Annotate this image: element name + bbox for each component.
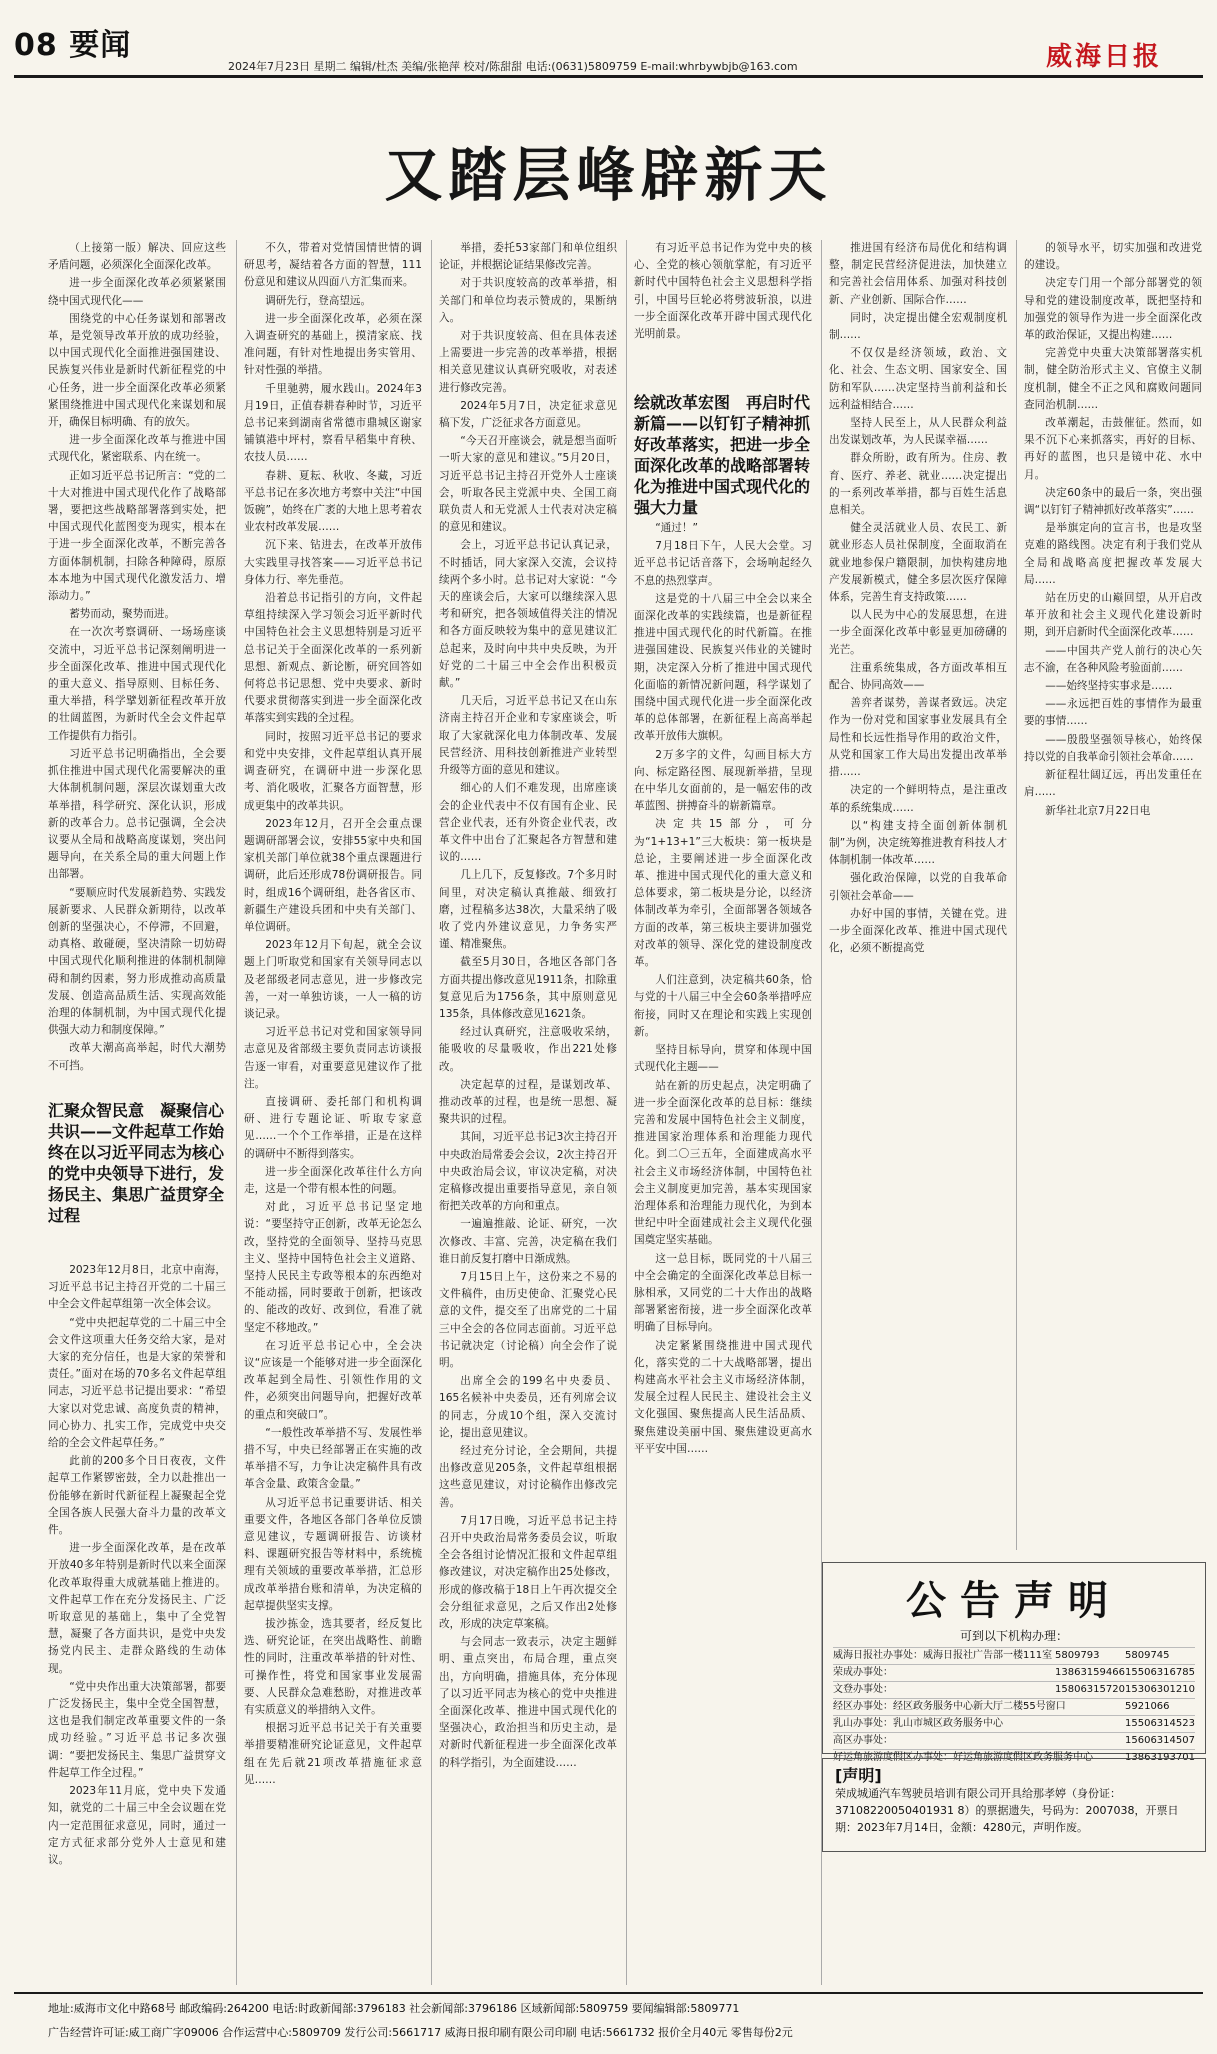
notice-row: [833, 1698, 1195, 1715]
page-number: 08 要闻: [14, 28, 132, 63]
footer-line-2: 广告经营许可证:威工商广字09006 合作运营中心:5809709 发行公司:5661717 威海日报印刷有限公司印刷 电话:5661732 报价全月40元 零售每份2元: [48, 2026, 793, 2039]
notice-cell-name: 威海日报社办事处：威海日报社广告部一楼111室: [833, 1650, 1053, 1661]
paragraph: 调研先行，登高望远。: [265, 294, 372, 307]
notice-cell-name: 文登办事处：: [833, 1684, 893, 1695]
paragraph: 办好中国的事情，关键在党。进一步全面深化改革、推进中国式现代化，必须不断提高党: [829, 907, 1007, 955]
notice-cell-tel1: 13863159466: [1055, 1667, 1125, 1678]
paragraph: 围绕党的中心任务谋划和部署改革，是党领导改革开放的成功经验，以中国式现代化全面推进强国建设、民族复兴伟业是新时代新征程党的中心任务，进一步全面深化改革必须紧紧围绕推进中国式现代化来谋划和展开，确保目标明确、有的放矢。: [48, 312, 226, 429]
paragraph: 沉下来、钻进去，在改革开放伟大实践里寻找答案——习近平总书记身体力行、率先垂范。: [244, 539, 422, 586]
paragraph: 坚持人民至上，从人民群众利益出发谋划改革，为人民谋幸福……: [829, 417, 1007, 447]
paragraph: 习近平总书记对党和国家领导同志意见及省部级主要负责同志访谈报告逐一审看，对重要意见建议作了批注。: [244, 1026, 422, 1090]
notice-cell-name: 经区办事处：经区政务服务中心新大厅二楼55号窗口: [833, 1701, 1066, 1712]
paragraph: 蓄势而动，聚势而进。: [69, 608, 176, 621]
paragraph: 站在历史的山巅回望，从开启改革开放和社会主义现代化建设新时期，到开启新时代全面深化改革……: [1024, 592, 1202, 639]
declaration-title: [声明]: [835, 1766, 882, 1785]
notice-row: [833, 1664, 1195, 1681]
paragraph: ——始终坚持实事求是……: [1045, 680, 1173, 693]
notice-row: [833, 1681, 1195, 1698]
main-headline: 又踏层峰辟新天: [384, 141, 833, 209]
paragraph: 根据习近平总书记关于有关重要举措要精准研究论证意见，文件起草组在先后就21项改革措施征求意见……: [244, 1722, 422, 1786]
paragraph: 此前的200多个日日夜夜，文件起草工作紧锣密鼓，全力以赴推出一份能够在新时代新征程上凝聚起全党全国各族人民强大奋斗力量的改革文件。: [48, 1455, 226, 1537]
paragraph: 决定紧紧围绕推进中国式现代化，落实党的二十大战略部署，提出构建高水平社会主义市场经济体制，发展全过程人民民主、建设社会主义文化强国、聚焦提高人民生活品质、聚焦建设美丽中国、聚焦建设更高水平平安中国……: [634, 1339, 812, 1455]
subhead-1: 汇聚众智民意 凝聚信心共识——文件起草工作始终在以习近平同志为核心的党中央领导下进行，发扬民主、集思广益贯穿全过程: [48, 1101, 225, 1225]
paragraph: 7月15日上午，这份来之不易的文件稿件，由历史使命、汇聚党心民意的文件，提交至了出席党的二十届三中全会的各位同志面前。习近平总书记就决定（讨论稿）向全会作了说明。: [439, 1270, 617, 1369]
paragraph: 同时，按照习近平总书记的要求和党中央安排，文件起草组认真开展调查研究，在调研中进一步深化思考、消化吸收，汇聚各方面智慧，形成更集中的改革共识。: [244, 730, 422, 812]
footer-rule: [14, 1992, 1203, 1994]
paragraph: 正如习近平总书记所言：“党的二十大对推进中国式现代化作了战略部署，要把这些战略部署落到实处，把中国式现代化蓝图变为现实，根本在于进一步全面深化改革，不断完善各方面体制机制，扫除各种障碍，原原本本地为中国式现代化激发活力、增添动力。”: [48, 469, 226, 603]
paragraph: 与会同志一致表示，决定主题鲜明、重点突出，布局合理，重点突出，方向明确，措施具体，充分体现了以习近平同志为核心的党中央推进全面深化改革、推进中国式现代化的坚强决心，政治担当和历史主动，是对新时代新征程进一步全面深化改革的科学指引，为全面建设……: [439, 1636, 617, 1769]
paragraph: 决定的一个鲜明特点，是注重改革的系统集成……: [829, 784, 1007, 814]
paragraph: 从习近平总书记重要讲话、相关重要文件，各地区各部门各单位反馈意见建议，专题调研报告、访谈材料、课题研究报告等材料中，系统梳理有关领域的重要改革举措，汇总形成改革举措台账和清单，为决定稿的起草提供坚实支撑。: [244, 1496, 422, 1612]
paragraph: “通过！”: [655, 522, 698, 534]
paragraph: 对此，习近平总书记坚定地说：“要坚持守正创新，改革无论怎么改，坚持党的全面领导、坚持马克思主义、坚持中国特色社会主义道路、坚持人民民主专政等根本的东西绝对不能动摇，同时要敢于创新，把该改的、能改的改好、改到位，看准了就坚定不移地改。”: [244, 1201, 422, 1334]
header-info: 2024年7月23日 星期二 编辑/杜杰 美编/张艳萍 校对/陈甜甜 电话:(0631)5809759 E-mail:whrbywbjb@163.com: [228, 60, 798, 73]
paragraph: 进一步全面深化改革，必须在深入调查研究的基础上，摸清家底、找准问题，有针对性地提出务实管用、针对性强的举措。: [244, 312, 422, 377]
notice-table: [833, 1647, 1195, 1766]
paragraph: 细心的人们不难发现，出席座谈会的企业代表中不仅有国有企业、民营企业代表，还有外资企业代表，改革文件中出台了汇聚起各方智慧和建议的……: [439, 782, 617, 864]
paragraph: 几上几下，反复修改。7个多月时间里，对决定稿认真推敲、细致打磨，过程稿多达38次，大量采纳了吸收了党内外建议意见，力争务实严谨、精准聚焦。: [439, 869, 617, 951]
header-rule: [14, 75, 1203, 78]
paragraph: 其间，习近平总书记3次主持召开中央政治局常委会会议，2次主持召开中央政治局会议，审议决定稿，对决定稿修改提出重要指导意见，亲自领衔把关改革的方向和重点。: [439, 1131, 617, 1213]
paragraph: 改革大潮高高举起，时代大潮势不可挡。: [48, 1042, 226, 1072]
paragraph: 注重系统集成，各方面改革相互配合、协同高效——: [829, 661, 1007, 692]
notice-cell-tel1: [1055, 1716, 1125, 1732]
notice-row: [833, 1647, 1195, 1664]
column-separator: [431, 240, 432, 1985]
article-column-3: [439, 240, 617, 1985]
paragraph: 千里驰骋，履水践山。2024年3月19日，正值春耕春种时节，习近平总书记来到湖南省常德市鼎城区谢家铺镇港中坪村，察看早稻集中育秧、农技人员……: [244, 382, 422, 464]
paragraph: 决定共15部分，可分为“1+13+1”三大板块：第一板块是总论，主要阐述进一步全面深化改革、推进中国式现代化的重大意义和总体要求，第二板块是分论，以经济体制改革为牵引，全面部署各领域各方面的改革，第三板块主要讲加强党对改革的领导、深化党的建设制度改革。: [634, 818, 812, 969]
paragraph: ——永远把百姓的事情作为最重要的事情……: [1024, 698, 1202, 728]
paragraph: 推进国有经济布局优化和结构调整，制定民营经济促进法，加快建立和完善社会信用体系、加强对科技创新、产业创新、国际合作……: [829, 242, 1007, 306]
paragraph: 2万多字的文件，勾画目标大方向、标定路径图、展现新举措，呈现在中华儿女面前的，是一幅宏伟的改革蓝图、拼搏奋斗的崭新篇章。: [634, 748, 812, 813]
notice-cell-tel1: [1055, 1699, 1125, 1715]
paragraph: 完善党中央重大决策部署落实机制，健全防治形式主义、官僚主义制度机制，健全不正之风和腐败问题同查同治机制……: [1024, 347, 1202, 411]
paragraph: 直接调研、委托部门和机构调研、进行专题论证、听取专家意见……一个个工作举措，正是在这样的调研中不断得到落实。: [244, 1095, 422, 1160]
paragraph: 沿着总书记指引的方向，文件起草组持续深入学习领会习近平新时代中国特色社会主义思想特别是习近平总书记关于全面深化改革的一系列新思想、新观点、新论断，研究回答如何将总书记思想、党中央要求、新时代要求贯彻落实到进一步全面深化改革落实到实践的全过程。: [244, 592, 422, 725]
paragraph: 进一步全面深化改革必须紧紧围绕中国式现代化——: [48, 277, 226, 307]
paragraph: 人们注意到，决定稿共60条，恰与党的十八届三中全会60条举措呼应衔接，同时又在理论和实践上实现创新。: [634, 974, 812, 1038]
paragraph: 2023年12月，召开全会重点课题调研部署会议，安排55家中央和国家机关部门单位就38个重点课题进行调研，此后还形成78份调研报告。同时，组成16个调研组，赴各省区市、新疆生产建设兵团和中央有关部门、单位调研。: [244, 817, 422, 933]
paragraph: 经过充分讨论，全会期间，共提出修改意见205条，文件起草组根据这些意见建议，对讨论稿作出修改完善。: [439, 1445, 617, 1509]
paragraph: “一般性改革举措不写、发展性举措不写，中央已经部署正在实施的改革举措不写，力争让决定稿件具有改革含金量、政策含金量。”: [244, 1426, 422, 1491]
paragraph: 健全灵活就业人员、农民工、新就业形态人员社保制度，全面取消在就业地参保户籍限制，加快构建房地产发展新模式，健全多层次医疗保障体系，完善生育支持政策……: [829, 522, 1007, 604]
paragraph: ——殷殷坚强领导核心，始终保持以党的自我革命引领社会革命……: [1024, 733, 1202, 763]
notice-box: [822, 1562, 1206, 1763]
notice-cell-tel2: 5921066: [1125, 1701, 1170, 1712]
paragraph: 这是党的十八届三中全会以来全面深化改革的实践续篇，也是新征程推进中国式现代化的时代新篇。在推进强国建设、民族复兴伟业的关键时期，决定深入分析了推进中国式现代化面临的新情况新问题，科学谋划了围绕中国式现代化进一步全面深化改革的总体部署，在新征程上高高举起改革开放伟大旗帜。: [634, 592, 812, 743]
notice-cell-name: 乳山办事处：乳山市城区政务服务中心: [833, 1718, 1003, 1729]
column-separator: [236, 240, 237, 1985]
article-column-1b: [48, 1262, 226, 1982]
article-column-1: [48, 240, 226, 1072]
paragraph: 会上，习近平总书记认真记录，不时插话，同大家深入交流，会议持续两个多小时。总书记对大家说：“今天的座谈会后，大家可以继续深入思考和研究，把各领域值得关注的情况和各方面反映较为集中的意见建议汇总起来，及时向中共中央反映，为开好党的二十届三中全会作出积极贡献。”: [439, 539, 617, 690]
paragraph: 在习近平总书记心中，全会决议“应该是一个能够对进一步全面深化改革起到全局性、引领性作用的文件，必须突出问题导向，把握好改革的重点和突破口”。: [244, 1339, 422, 1421]
article-column-6: [1024, 240, 1202, 1550]
notice-cell-tel2: 15306301210: [1125, 1684, 1195, 1695]
paragraph: 习近平总书记明确指出，全会要抓住推进中国式现代化需要解决的重大体制机制问题，深层次谋划重大改革举措，科学研究、深化认识，形成新的改革合力。总书记强调，全会决议要从全局和战略高度谋划，突出问题导向，在关系全局的重大问题上作出部署。: [48, 747, 226, 881]
notice-cell-tel2: 5809745: [1125, 1650, 1170, 1661]
notice-cell-tel2: 15606314507: [1125, 1735, 1195, 1746]
paragraph: 对于共识度较高的改革举措，相关部门和单位均表示赞成的，果断纳入。: [439, 277, 617, 324]
paragraph: 强化政治保障，以党的自我革命引领社会革命——: [829, 872, 1007, 902]
paragraph: 这一总目标，既同党的十八届三中全会确定的全面深化改革总目标一脉相承，又同党的二十大作出的战略部署紧密衔接，进一步全面深化改革明确了目标导向。: [634, 1252, 812, 1334]
paragraph: “今天召开座谈会，就是想当面听一听大家的意见和建议。”5月20日，习近平总书记主持召开党外人士座谈会，听取各民主党派中央、全国工商联负责人和无党派人士代表对决定稿的意见和建议。: [439, 435, 617, 534]
notice-row: [833, 1715, 1195, 1732]
paragraph: 7月18日下午，人民大会堂。习近平总书记话音落下，会场响起经久不息的热烈掌声。: [634, 540, 812, 587]
notice-cell-tel1: 15806315720: [1055, 1684, 1125, 1695]
paragraph: 善弈者谋势，善谋者致远。决定作为一份对党和国家事业发展具有全局性和长远性指导作用的政治文件，从党和国家工作大局出发提出改革举措……: [829, 697, 1007, 779]
paragraph: 决定专门用一个部分部署党的领导和党的建设制度改革，既把坚持和加强党的领导作为进一步全面深化改革的政治保证，又提出构建……: [1024, 277, 1202, 342]
paragraph: 对于共识度较高、但在具体表述上需要进一步完善的改革举措，根据相关意见建议认真研究吸收，对表述进行修改完善。: [439, 330, 617, 394]
paragraph: “要顺应时代发展新趋势、实践发展新要求、人民群众新期待，以改革创新的坚强决心，不停滞，不回避，动真格、敢碰硬，坚决清除一切妨碍中国式现代化顺利推进的体制机制障碍和制约因素，努力形成推动高质量发展、创造高品质生活、实现高效能治理的体制机制，为中国式现代化提供强大动力和制度保障。”: [48, 886, 226, 1037]
paragraph: 站在新的历史起点，决定明确了进一步全面深化改革的总目标：继续完善和发展中国特色社会主义制度，推进国家治理体系和治理能力现代化。到二〇三五年，全面建成高水平社会主义市场经济体制，中国特色社会主义制度更加完善，基本实现国家治理体系和治理能力现代化，为到本世纪中叶全面建成社会主义现代化强国奠定坚实基础。: [634, 1079, 812, 1247]
paragraph: “党中央作出重大决策部署，都要广泛发扬民主，集中全党全国智慧，这也是我们制定改革重要文件的一条成功经验。”习近平总书记多次强调：“要把发扬民主、集思广益贯穿文件起草工作全过程。”: [48, 1680, 226, 1779]
footer-line-1: 地址:威海市文化中路68号 邮政编码:264200 电话:时政新闻部:3796183 社会新闻部:3796186 区域新闻部:5809759 要闻编辑部:5809771: [48, 2002, 740, 2015]
column-separator: [1016, 240, 1017, 1550]
declaration-box: [822, 1758, 1206, 1852]
paragraph: 进一步全面深化改革与推进中国式现代化，紧密联系、内在统一。: [48, 434, 226, 464]
paragraph: ——中国共产党人前行的决心矢志不渝，在各种风险考验面前……: [1024, 644, 1202, 674]
paragraph: 7月17日晚，习近平总书记主持召开中央政治局常务委员会议，听取全会各组讨论情况汇报和文件起草组修改建议，对决定稿作出25处修改，形成的修改稿于18日上午再次提交全会分组征求意见，之后又作出2处修改，形成的决定草案稿。: [439, 1514, 617, 1631]
notice-cell-tel2: 15506316785: [1125, 1667, 1195, 1678]
paragraph: 拔沙拣金，选其要者，经反复比选、研究论证，在突出战略性、前瞻性的同时，注重改革举措的针对性、可操作性，将党和国家事业发展需要、人民群众急难愁盼，对推进改革有实质意义的举措纳入文件。: [244, 1618, 422, 1717]
paragraph: 决定起草的过程，是谋划改革、推动改革的过程，也是统一思想、凝聚共识的过程。: [439, 1078, 617, 1126]
paragraph: 在一次次考察调研、一场场座谈交流中，习近平总书记深刻阐明进一步全面深化改革、推进中国式现代化的重大意义、指导原则、目标任务、重大举措，科学擘划新征程改革开放的壮阔蓝图，为新时代全会文件起草工作提供有力指引。: [48, 626, 226, 742]
paragraph: 2023年12月下旬起，就全会议题上门听取党和国家有关领导同志以及老部级老同志意见，进一步修改完善，一对一单独访谈，一人一稿的访谈记录。: [244, 939, 422, 1020]
notice-row: [833, 1732, 1195, 1749]
paragraph: 出席全会的199名中央委员、165名候补中央委员，还有列席会议的同志，分成10个组，深入交流讨论，提出意见建议。: [439, 1375, 617, 1439]
notice-cell-tel1: [1055, 1733, 1125, 1749]
paragraph: 的领导水平，切实加强和改进党的建设。: [1024, 242, 1202, 272]
paragraph: 举措，委托53家部门和单位组织论证，并根据论证结果修改完善。: [439, 242, 617, 272]
paragraph: 改革潮起，击鼓催征。然而，如果不沉下心来抓落实，再好的目标、再好的蓝图，也只是镜中花、水中月。: [1024, 417, 1202, 481]
paragraph: 截至5月30日，各地区各部门各方面共提出修改意见1911条，扣除重复意见后为1756条，其中原则意见135条，具体修改意见1621条。: [439, 956, 617, 1020]
paragraph: 几天后，习近平总书记又在山东济南主持召开企业和专家座谈会，听取了大家就深化电力体制改革、发展民营经济、用科技创新推进产业转型升级等方面的意见和建议。: [439, 695, 617, 777]
article-column-4: [634, 240, 812, 380]
paragraph: 2024年5月7日，决定征求意见稿下发，广泛征求各方面意见。: [439, 399, 617, 430]
column-separator: [626, 240, 627, 1985]
subhead-2: 绘就改革宏图 再启时代新篇——以钉钉子精神抓好改革落实，把进一步全面深化改革的战略部署转化为推进中国式现代化的强大力量: [634, 393, 811, 517]
notice-cell-name: 好运角旅游度假区办事处：好运角旅游度假区政务服务中心: [833, 1752, 1093, 1763]
paragraph: 2023年12月8日，北京中南海，习近平总书记主持召开党的二十届三中全会文件起草组第一次全体会议。: [48, 1264, 226, 1311]
paragraph: 有习近平总书记作为党中央的核心、全党的核心领航掌舵，有习近平新时代中国特色社会主义思想科学指引，中国号巨轮必将劈波斩浪，以进一步全面深化改革开辟中国式现代化光明前景。: [634, 242, 812, 341]
paragraph: 新征程壮阔辽远，再出发重任在肩……: [1024, 769, 1202, 799]
notice-cell-tel2: 15506314523: [1125, 1718, 1195, 1729]
notice-title: 公告声明: [906, 1577, 1122, 1624]
paragraph: “党中央把起草党的二十届三中全会文件这项重大任务交给大家，是对大家的充分信任，也是大家的荣誉和责任。”面对在场的70多名文件起草组同志，习近平总书记提出要求：“希望大家以对党忠诚、高度负责的精神，同心协力、扎实工作，完成党中央交给的全会文件起草任务。”: [48, 1316, 226, 1450]
paragraph: 同时，决定提出健全宏观制度机制……: [829, 311, 1007, 342]
paragraph: 以“构建支持全面创新体制机制”为例，决定统筹推进教育科技人才体制机制一体改革……: [829, 819, 1007, 867]
paragraph: 进一步全面深化改革，是在改革开放40多年特别是新时代以来全面深化改革取得重大成就基础上推进的。文件起草工作在充分发扬民主、广泛听取意见的基础上，集中了全党智慧，凝聚了各方面共识，是党中央发扬党内民主、走群众路线的生动体现。: [48, 1542, 226, 1675]
declaration-text: 荣成城通汽车驾驶员培训有限公司开具给那孝婷（身份证：37108220050401931 8）的票据遗失，号码为：2007038，开票日期：2023年7月14日，金额：4280元，声明作废。: [835, 1787, 1179, 1834]
article-column-5: [829, 240, 1007, 1550]
paragraph: 不久，带着对党情国情世情的调研思考，凝结着各方面的智慧，111份意见和建议从四面八方汇集而来。: [244, 242, 422, 289]
notice-subtitle: 可到以下机构办理：: [959, 1629, 1068, 1643]
paragraph: 进一步全面深化改革往什么方向走，这是一个带有根本性的问题。: [244, 1165, 422, 1195]
article-column-2: [244, 240, 422, 1985]
notice-cell-tel2: 13863193701: [1125, 1752, 1195, 1763]
notice-cell-name: 高区办事处：: [833, 1735, 893, 1746]
masthead: [0, 0, 1217, 73]
paragraph: 以人民为中心的发展思想，在进一步全面深化改革中彰显更加磅礴的光芒。: [829, 609, 1007, 656]
paragraph: 一遍遍推敲、论证、研究，一次次修改、丰富、完善，决定稿在我们谁日前反复打磨中日渐成熟。: [439, 1218, 617, 1265]
notice-cell-tel1: 5809793: [1055, 1650, 1100, 1661]
paragraph: 不仅仅是经济领域，政治、文化、社会、生态文明、国家安全、国防和军队……决定坚持当前利益和长远利益相结合……: [829, 347, 1007, 411]
notice-cell-name: 荣成办事处：: [833, 1667, 893, 1678]
paragraph: 春耕、夏耘、秋收、冬藏，习近平总书记在多次地方考察中关注“中国饭碗”，始终在广袤的大地上思考着农业农村改革发展……: [244, 469, 422, 534]
paragraph: 决定60条中的最后一条，突出强调“以钉钉子精神抓好改革落实”……: [1024, 486, 1202, 517]
article-column-4b: [634, 520, 812, 1985]
paragraph: 群众所盼，政有所为。住房、教育、医疗、养老、就业……决定提出的一系列改革举措，都与百姓生活息息相关。: [829, 452, 1007, 517]
paragraph: 新华社北京7月22日电: [1045, 804, 1151, 817]
paragraph: （上接第一版）解决、回应这些矛盾问题，必须深化全面深化改革。: [48, 242, 226, 272]
paragraph: 是举旗定向的宣言书，也是攻坚克难的路线图。决定有利于我们党从全局和战略高度把握改革发展大局……: [1024, 522, 1202, 586]
paragraph: 经过认真研究，注意吸收采纳，能吸收的尽量吸收，作出221处修改。: [439, 1026, 617, 1073]
newspaper-logo: 威海日报: [1046, 42, 1163, 72]
paragraph: 坚持目标导向，贯穿和体现中国式现代化主题——: [634, 1044, 812, 1074]
paragraph: 2023年11月底，党中央下发通知，就党的二十届三中全会议题在党内一定范围征求意见，同时，通过一定方式征求部分党外人士意见和建议。: [48, 1785, 226, 1866]
